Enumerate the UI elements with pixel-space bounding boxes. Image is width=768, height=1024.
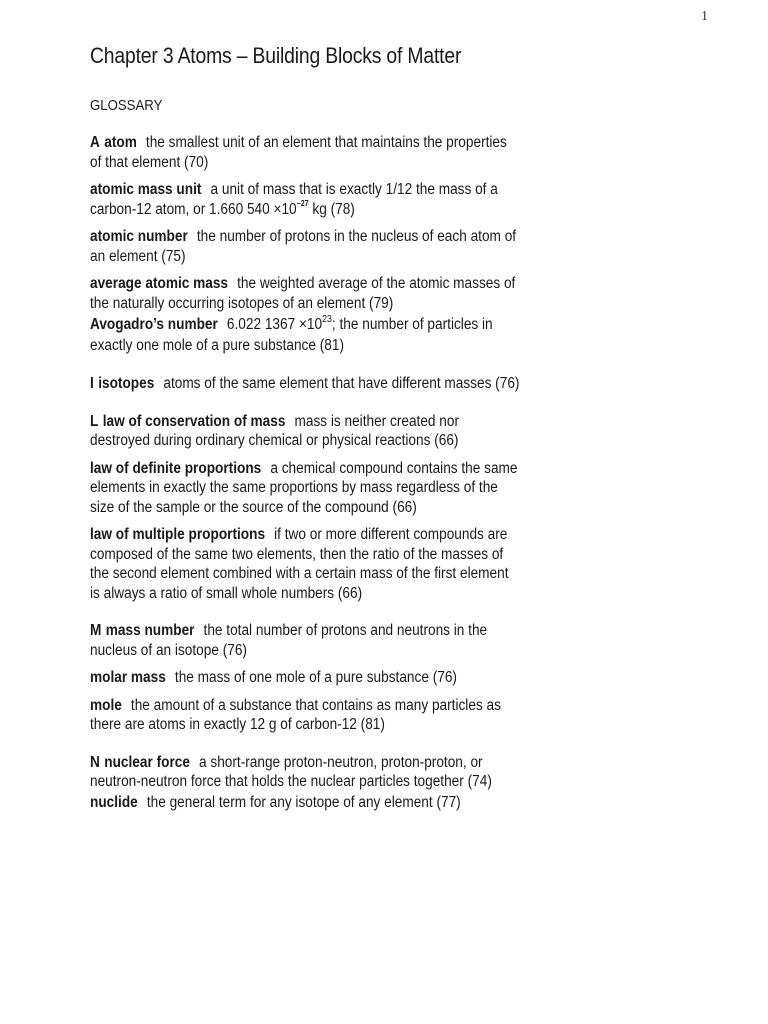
glossary-definition: the smallest unit of an element that maintains the properties of that element (70) — [90, 134, 507, 171]
section-letter: M — [90, 622, 102, 639]
glossary-entry-atomic-mass-unit — [90, 180, 521, 219]
section-letter: A — [90, 134, 100, 151]
glossary-definition: 6.022 1367 ×10 — [226, 316, 323, 333]
glossary-entry-law-of-conservation-of-mass — [90, 412, 521, 451]
glossary-definition-end: ; the number of particles in exactly one mole of a pure substance (81) — [90, 316, 493, 354]
glossary-term: nuclide — [90, 793, 138, 811]
glossary-definition: mass is neither created nor destroyed during ordinary chemical or physical reactions (66) — [90, 412, 460, 449]
glossary-term: molar mass — [90, 669, 166, 686]
glossary-definition: the mass of one mole of a pure substance (76) — [174, 669, 457, 686]
glossary-term: mole — [90, 696, 122, 714]
glossary-entry-mass-number — [90, 621, 521, 660]
section-letter: L — [90, 412, 99, 430]
glossary-entry-nuclide — [90, 793, 521, 813]
document-body — [90, 42, 521, 820]
glossary-term: atomic mass unit — [90, 181, 202, 198]
exponent: −27 — [296, 199, 309, 209]
exponent: 23 — [322, 313, 332, 325]
glossary-entry-law-of-multiple-proportions — [90, 525, 521, 603]
glossary-definition: a unit of mass that is exactly 1/12 the mass of a carbon-12 atom, or 1.660 540 ×10 — [90, 181, 498, 218]
glossary-entry-avogadros-number — [90, 314, 521, 356]
glossary-term: isotopes — [98, 375, 155, 392]
chapter-title: Chapter 3 Atoms – Building Blocks of Matter — [90, 43, 462, 68]
glossary-definition: the weighted average of the atomic masses of the naturally occurring isotopes of an element (79) — [90, 275, 516, 312]
glossary-entry-mole — [90, 696, 521, 735]
page-number: 1 — [701, 9, 708, 24]
glossary-entry-average-atomic-mass — [90, 274, 521, 313]
glossary-entry-atomic-number — [90, 227, 521, 266]
glossary-term: mass number — [105, 622, 195, 639]
section-letter: I — [90, 375, 94, 392]
glossary-definition: a chemical compound contains the same elements in exactly the same proportions by mass regardless of the size of the sample or the source of the compound (66) — [90, 459, 518, 516]
glossary-term: average atomic mass — [90, 275, 229, 292]
glossary-term: law of multiple proportions — [90, 526, 266, 543]
glossary-term: atomic number — [90, 228, 188, 245]
glossary-definition: the amount of a substance that contains as many particles as there are atoms in exactly 12 g of carbon-12 (81) — [90, 696, 501, 733]
glossary-heading: GLOSSARY — [90, 97, 163, 114]
glossary-definition: the total number of protons and neutrons in the nucleus of an isotope (76) — [90, 622, 488, 659]
glossary-term: law of conservation of mass — [102, 412, 286, 430]
glossary-term: nuclear force — [104, 753, 190, 771]
glossary-entry-atom — [90, 133, 521, 172]
section-letter: N — [90, 753, 100, 771]
glossary-entry-law-of-definite-proportions — [90, 459, 521, 518]
glossary-entry-nuclear-force — [90, 753, 521, 792]
glossary-term: law of definite proportions — [90, 459, 262, 477]
glossary-definition: the number of protons in the nucleus of each atom of an element (75) — [90, 228, 517, 265]
glossary-definition: atoms of the same element that have different masses (76) — [163, 375, 520, 392]
glossary-definition: if two or more different compounds are composed of the same two elements, then the ratio of the masses of the second element combined with a certain mass of the first element is always a ratio of small whole numbers (66) — [90, 526, 509, 602]
glossary-term: Avogadro’s number — [90, 316, 218, 333]
glossary-definition: the general term for any isotope of any element (77) — [146, 793, 461, 811]
glossary-entry-molar-mass — [90, 668, 521, 688]
glossary-definition: a short-range proton-neutron, proton-proton, or neutron-neutron force that holds the nuclear particles together (74) — [90, 753, 492, 790]
glossary-term: atom — [104, 134, 137, 151]
glossary-definition-end: kg (78) — [308, 200, 355, 218]
glossary-entry-isotopes — [90, 374, 521, 394]
